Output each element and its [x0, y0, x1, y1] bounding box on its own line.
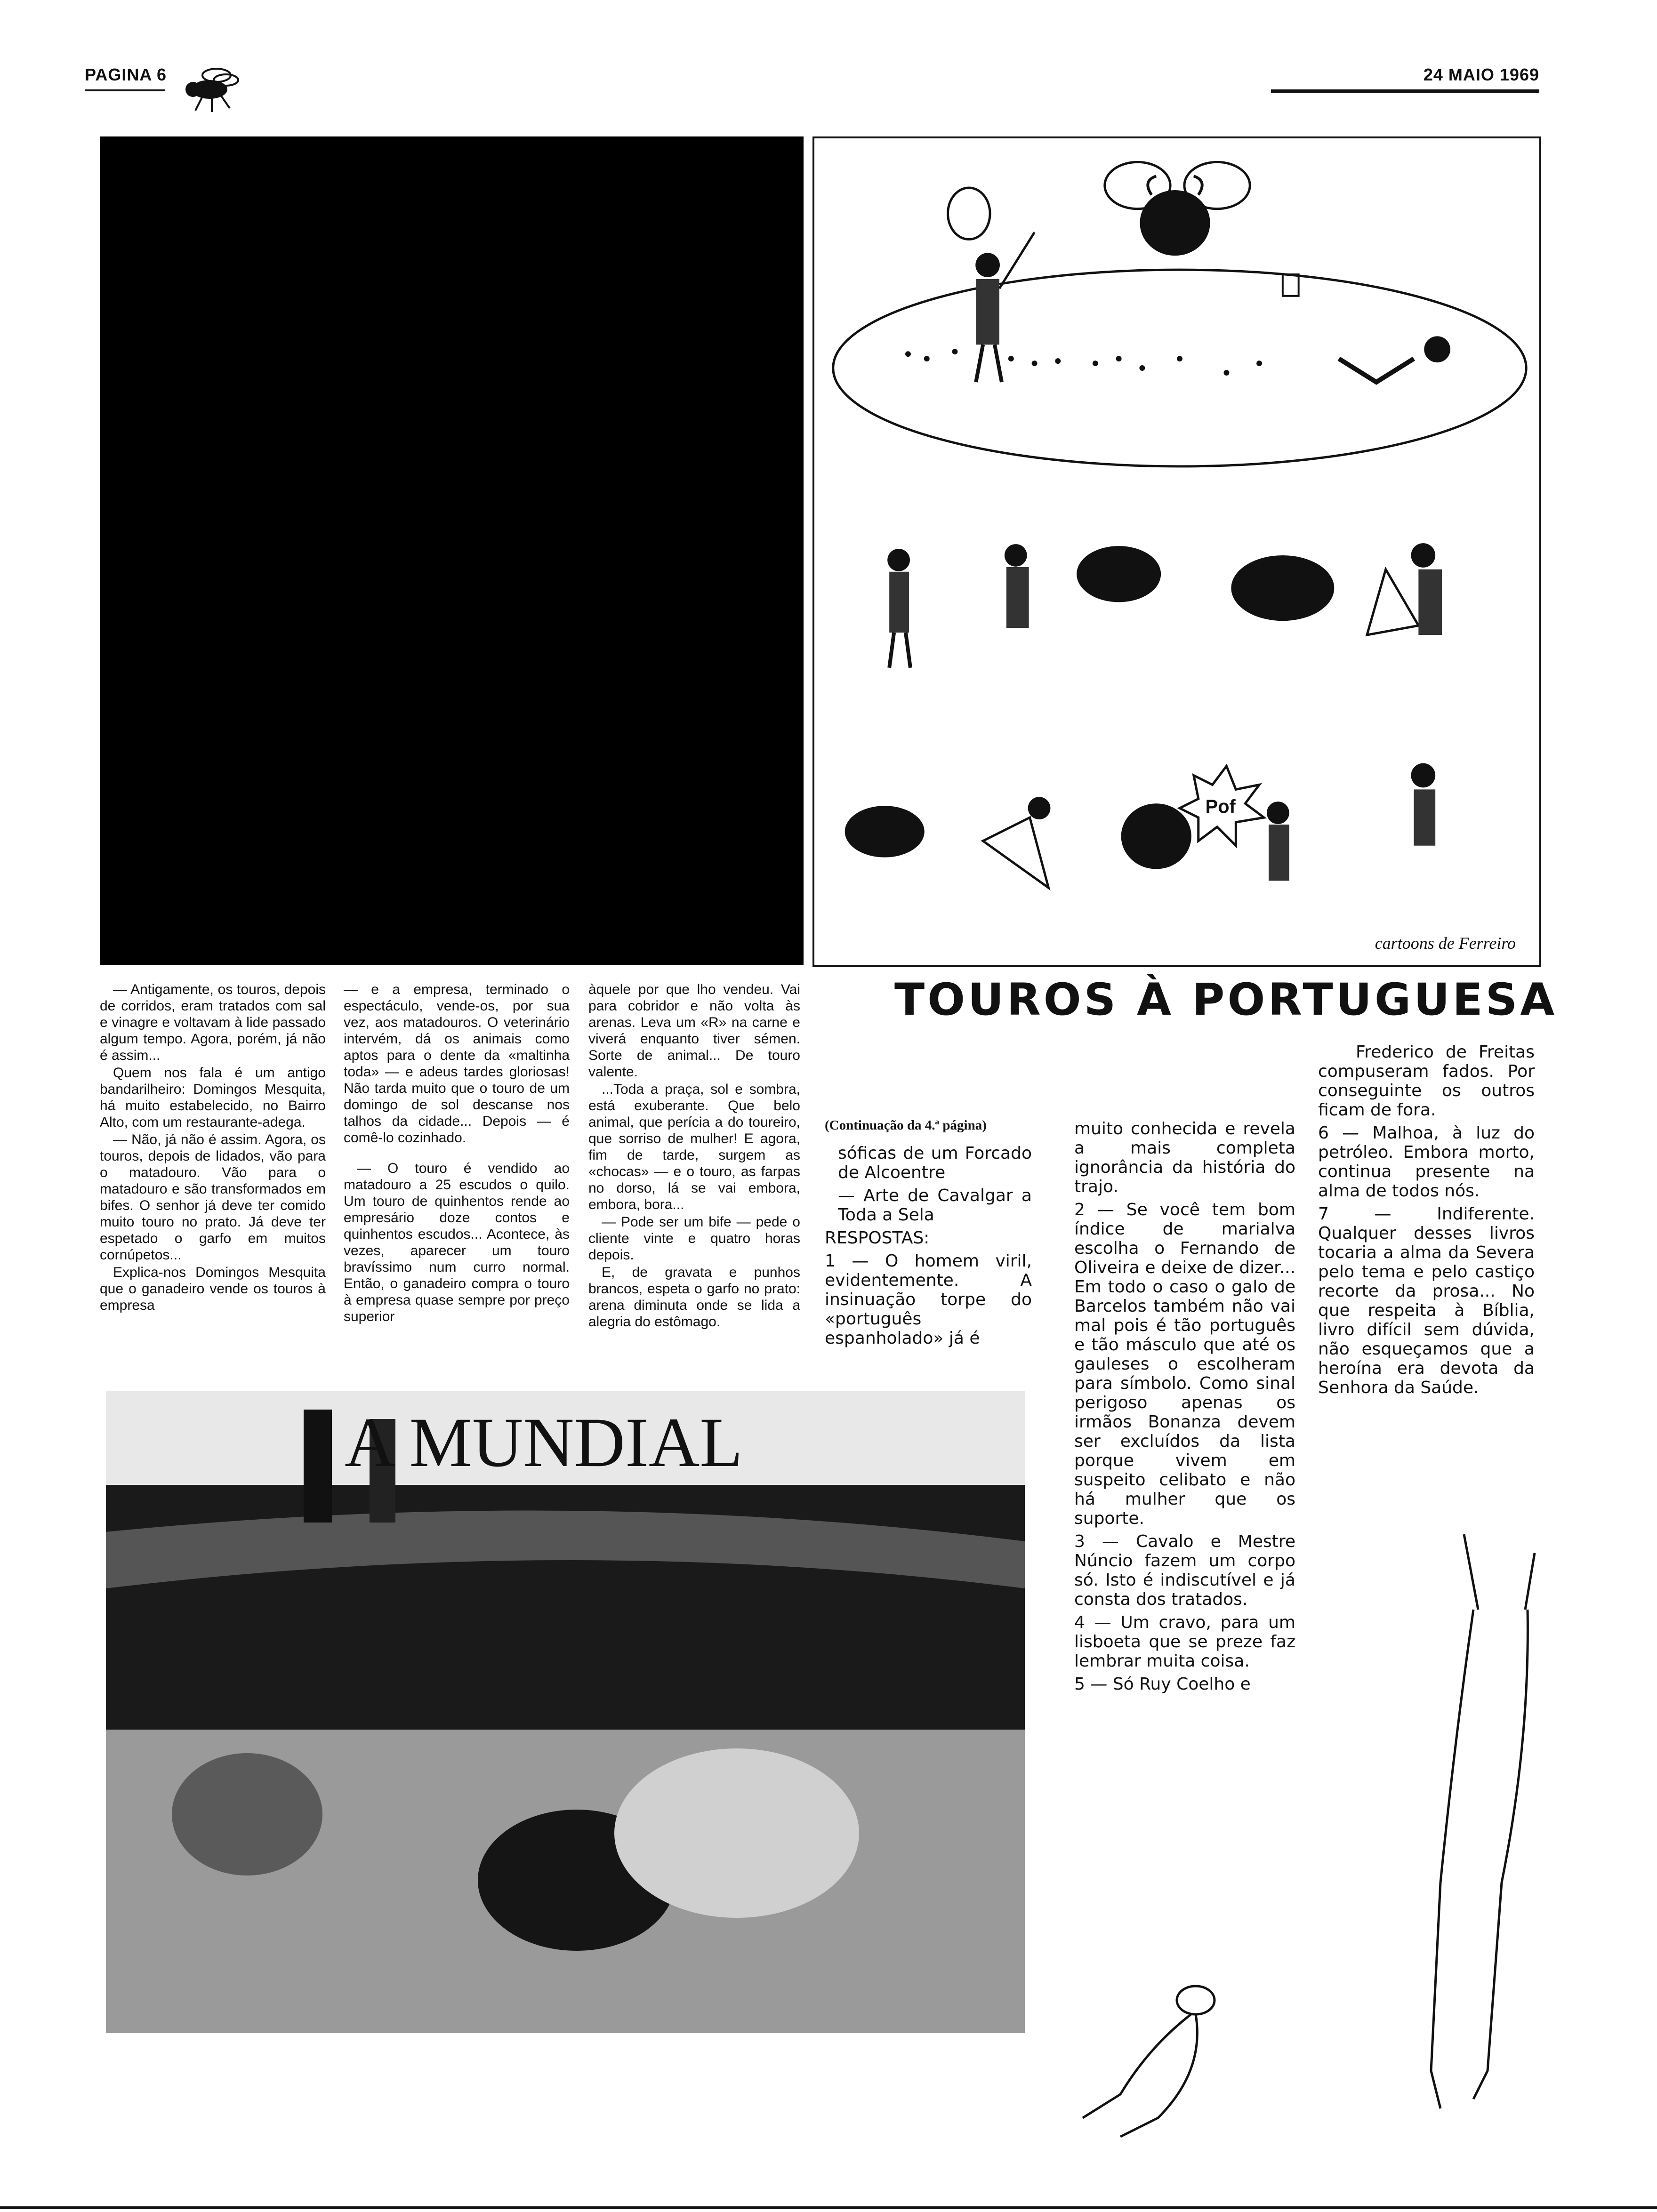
answer-item: 1 — O homem viril, evidentemente. A insinuação torpe do «português espanholado» já é: [825, 1251, 1032, 1348]
blacked-out-photo: [100, 136, 804, 965]
photo-banner-text: A MUNDIAL: [345, 1403, 743, 1482]
respostas-label: RESPOSTAS:: [825, 1228, 930, 1248]
paragraph: — Não, já não é assim. Agora, os touros, depois de lidados, vão para o matadouro. Vão para o matadouro e são transformados em bifes. O senhor já deve ter comido muito touro no prato. Já deve ter espetado o garfo em muitos cornúpetos...: [100, 1132, 326, 1263]
paragraph: — Antigamente, os touros, depois de corridos, eram tratados com sal e vinagre e voltavam à lide passado algum tempo. Agora, porém, já não é assim...: [100, 982, 326, 1063]
bottom-row-drawings: [845, 763, 1435, 888]
paragraph: àquele por que lho vendeu. Vai para cobridor e não volta às arenas. Leva um «R» na carne e viverá enquanto tiver sémen. Sorte de animal... De touro valente.: [588, 982, 800, 1080]
answer-item: muito conhecida e revela a mais completa ignorância da história do trajo.: [1074, 1119, 1295, 1196]
fallen-matador-drawing: [1283, 274, 1450, 382]
paragraph: — O touro é vendido ao matadouro a 25 escudos o quilo. Um touro de quinhentos rende ao empresário doze contos e quinhentos escudos... Acontece, às vezes, aparecer um touro bravíssimo num curro normal. Então, o ganadeiro compra o touro à empresa quase sempre por preço superior: [344, 1161, 570, 1324]
bullfight-photo-drawing: [106, 1391, 1025, 2033]
paragraph: E, de gravata e punhos brancos, espeta o garfo no prato: arena diminuta onde se lida a alegria do estômago.: [588, 1265, 800, 1330]
continuation-note: (Continuação da 4.ª página): [825, 1118, 987, 1133]
bull-fly-drawing: [1105, 162, 1250, 256]
article-column-3: [588, 981, 800, 1331]
matador-with-net-drawing: [948, 188, 1035, 382]
middle-row-drawings: [887, 543, 1442, 668]
cartoon-panel: [812, 136, 1541, 967]
sketch-illustration: [1064, 1506, 1558, 2165]
bottom-rule: [0, 2206, 1657, 2209]
paragraph: — Pode ser um bife — pede o cliente vinte e quatro horas depois.: [588, 1214, 800, 1263]
paragraph: — e a empresa, terminado o espectáculo, vende-os, por sua vez, aos matadouros. O veterinário intervém, dá os animais como aptos para o dente da «maltinha toda» — e adeus tardes gloriosas! Não tarda muito que o touro de um domingo de sol descanse nos talhos da cidade... Depois — é comê-lo cozinhado.: [344, 982, 570, 1146]
paragraph: ...Toda a praça, sol e sombra, está exuberante. Que belo animal, que perícia a do toureiro, que sorriso de mulher! E agora, fim de tarde, surgem as «chocas» — e o touro, as farpas no dorso, lá se vai embora, embora, bora...: [588, 1082, 800, 1212]
page-label: PAGINA 6: [85, 65, 167, 84]
fly-icon: [174, 61, 245, 118]
list-item: — Arte de Cavalgar a Toda a Sela: [838, 1186, 1032, 1225]
bullfight-photo: [106, 1391, 1025, 2033]
article-column-2: [344, 981, 570, 1326]
paragraph: Quem nos fala é um antigo bandarilheiro: Domingos Mesquita, há muito estabelecido, no Bairro Alto, com um restaurante-adega.: [100, 1065, 326, 1130]
header-rule-right: [1271, 89, 1539, 93]
list-item: sóficas de um Forcado de Alcoentre: [838, 1144, 1032, 1182]
page-date: 24 MAIO 1969: [1423, 65, 1539, 84]
header-rule-left: [85, 89, 165, 91]
quiz-column-3: [1318, 1042, 1535, 1401]
answer-item: 5 — Só Ruy Coelho e: [1074, 1675, 1251, 1694]
article-headline: TOUROS À PORTUGUESA: [894, 974, 1558, 1026]
paragraph: Explica-nos Domingos Mesquita que o ganadeiro vende os touros à empresa: [100, 1265, 326, 1313]
answer-item: Frederico de Freitas compuseram fados. Por conseguinte os outros ficam de fora.: [1318, 1042, 1535, 1120]
answer-item: 3 — Cavalo e Mestre Núncio fazem um corpo só. Isto é indiscutível e já consta dos tratados.: [1074, 1532, 1295, 1609]
answer-item: 6 — Malhoa, à luz do petróleo. Embora morto, continua presente na alma de todos nós.: [1318, 1123, 1535, 1201]
cartoon-credit: cartoons de Ferreiro: [1375, 934, 1516, 953]
article-column-1: [100, 981, 326, 1314]
arena-dots: [905, 349, 1262, 376]
answer-item: 7 — Indiferente. Qualquer desses livros tocaria a alma da Severa pelo tema e pelo castiço recorte da prosa... No que respeita à Bíblia, livro difícil sem dúvida, não esqueçamos que a heroína era devota da Senhora da Saúde.: [1318, 1204, 1535, 1397]
quiz-column-1: [825, 1144, 1032, 1352]
answer-item: 4 — Um cravo, para um lisboeta que se preze faz lembrar muita coisa.: [1074, 1613, 1295, 1671]
cartoon-drawings: [814, 138, 1539, 965]
svg-text:Pof: Pof: [1205, 796, 1236, 817]
answer-item: 2 — Se você tem bom índice de marialva escolha o Fernando de Oliveira e deixe de dizer... Em todo o caso o galo de Barcelos também não vai mal pois é tão português e tão másculo que até os gauleses o escolheram para símbolo. Como sinal perigoso apenas os irmãos Bonanza devem ser excluídos da lista porque vivem em suspeito celibato e não há mulher que os suporte.: [1074, 1200, 1295, 1528]
